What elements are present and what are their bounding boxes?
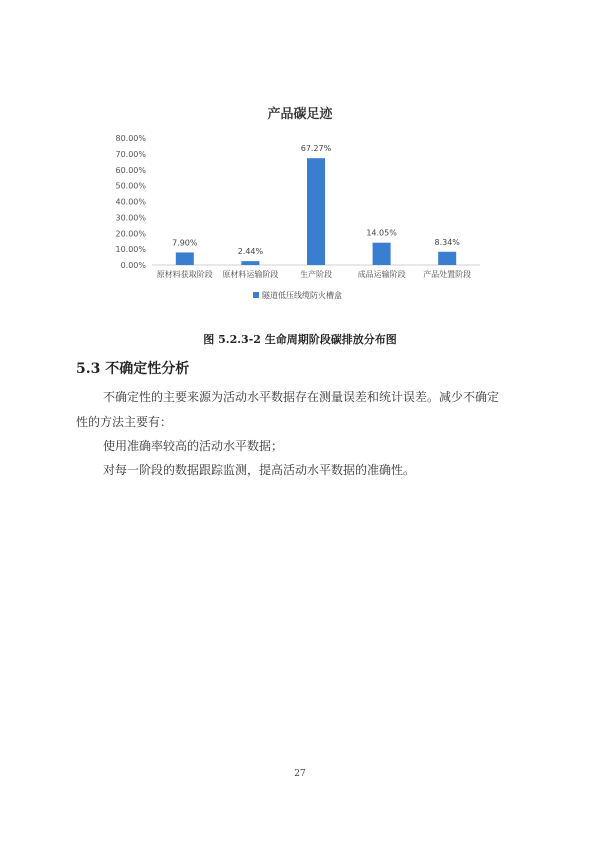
x-category-label: 原材料获取阶段 bbox=[156, 270, 213, 279]
bar-value-label: 8.34% bbox=[434, 237, 460, 247]
bar bbox=[438, 252, 456, 265]
paragraph-method-1: 使用准确率较高的活动水平数据； bbox=[103, 439, 284, 453]
bar-value-label: 7.90% bbox=[172, 238, 198, 248]
x-category-label: 原材料运输阶段 bbox=[222, 270, 279, 279]
y-tick-label: 60.00% bbox=[115, 165, 146, 175]
y-tick-label: 30.00% bbox=[115, 213, 146, 223]
bar-value-label: 2.44% bbox=[237, 247, 264, 257]
x-category-label: 生产阶段 bbox=[300, 270, 332, 279]
paragraph-uncertainty-line1: 不确定性的主要来源为活动水平数据存在测量误差和统计误差。减少不确定 bbox=[103, 390, 500, 404]
section-title: 5.3 不确定性分析 bbox=[76, 361, 190, 377]
bar bbox=[373, 243, 391, 265]
bar bbox=[307, 158, 325, 265]
chart-title: 产品碳足迹 bbox=[267, 107, 333, 122]
y-tick-label: 0.00% bbox=[120, 261, 146, 270]
x-category-label: 成品运输阶段 bbox=[357, 270, 406, 279]
bar-value-label: 67.27% bbox=[300, 144, 332, 154]
bar-value-label: 14.05% bbox=[366, 228, 397, 238]
carbon-footprint-chart bbox=[110, 95, 490, 310]
y-tick-label: 50.00% bbox=[115, 181, 146, 191]
y-tick-label: 80.00% bbox=[115, 134, 146, 143]
figure-caption: 图 5.2.3-2 生命周期阶段碳排放分布图 bbox=[203, 333, 397, 346]
page-number: 27 bbox=[294, 769, 306, 779]
y-tick-label: 20.00% bbox=[115, 229, 146, 239]
x-category-label: 产品处置阶段 bbox=[423, 270, 472, 279]
y-tick-label: 10.00% bbox=[115, 245, 146, 255]
legend-label: 隧道低压线缆防火槽盒 bbox=[262, 291, 342, 300]
bar bbox=[176, 252, 194, 265]
legend-swatch bbox=[253, 292, 259, 298]
paragraph-method-2: 对每一阶段的数据跟踪监测，提高活动水平数据的准确性。 bbox=[103, 463, 416, 477]
bar bbox=[241, 261, 259, 265]
y-tick-label: 40.00% bbox=[115, 197, 146, 207]
chart-svg bbox=[110, 95, 490, 310]
paragraph-uncertainty-line2: 性的方法主要有： bbox=[76, 415, 173, 429]
y-tick-label: 70.00% bbox=[115, 149, 146, 159]
